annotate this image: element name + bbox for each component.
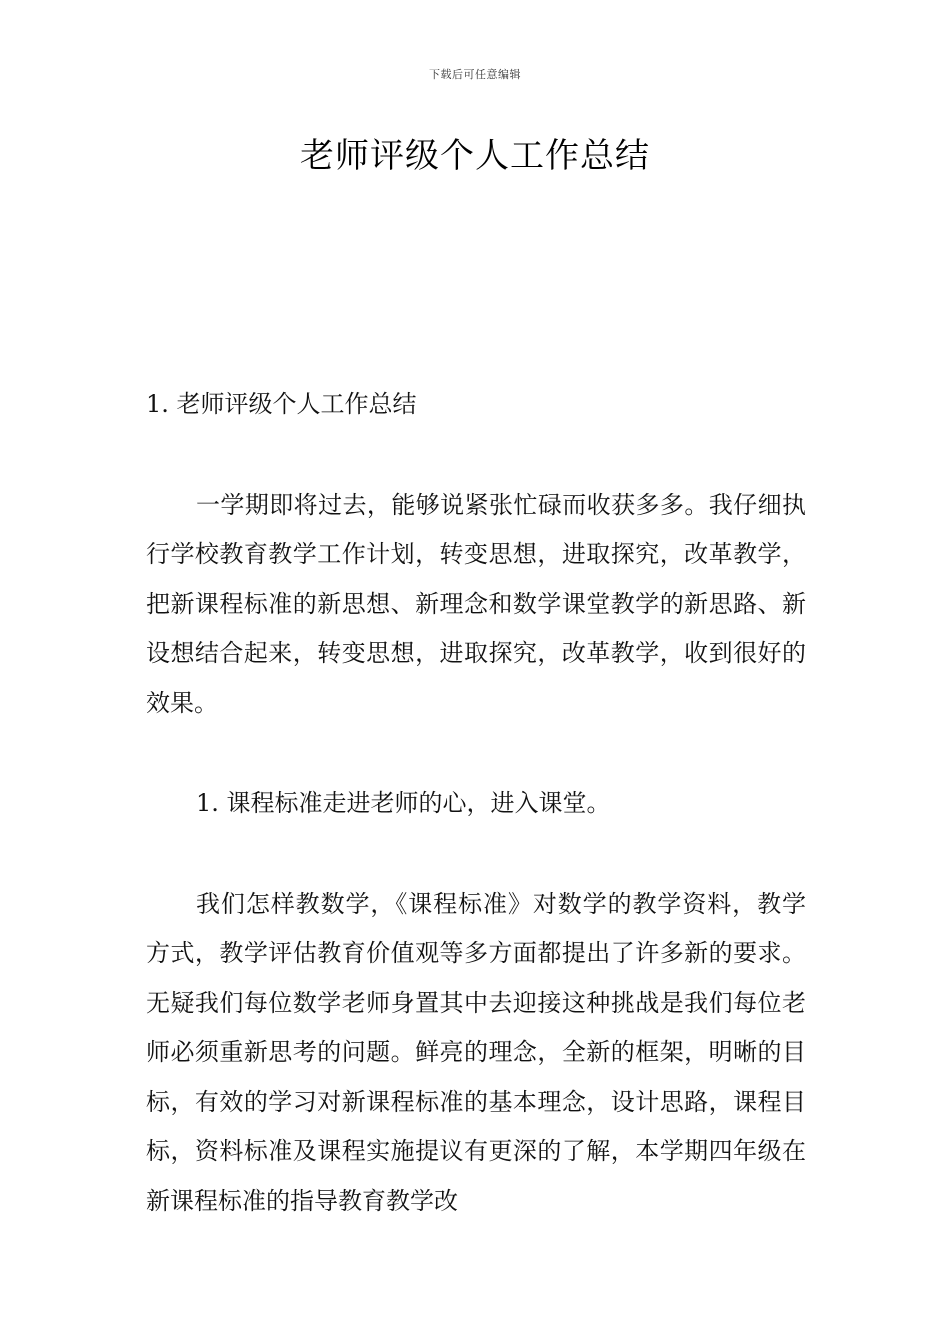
paragraph-intro: 一学期即将过去，能够说紧张忙碌而收获多多。我仔细执行学校教育教学工作计划，转变思想，进取探究，改革教学，把新课程标准的新思想、新理念和数学课堂教学的新思路、新设想结合起来，转变思想，进取探究，改革教学，收到很好的效果。 — [146, 490, 806, 717]
subheading-curriculum: 1. 课程标准走进老师的心，进入课堂。 — [196, 789, 611, 817]
document-body — [146, 380, 806, 1226]
section-heading: 1. 老师评级个人工作总结 — [146, 390, 417, 418]
paragraph-curriculum-detail: 我们怎样教数学，《课程标准》对数学的教学资料，教学方式，教学评估教育价值观等多方面都提出了许多新的要求。无疑我们每位数学老师身置其中去迎接这种挑战是我们每位老师必须重新思考的问题。鲜亮的理念，全新的框架，明晰的目标，有效的学习对新课程标准的基本理念，设计思路，课程目标，资料标准及课程实施提议有更深的了解，本学期四年级在新课程标准的指导教育教学改 — [146, 889, 806, 1215]
document-title: 老师评级个人工作总结 — [300, 136, 650, 176]
header-note: 下载后可任意编辑 — [429, 68, 521, 81]
